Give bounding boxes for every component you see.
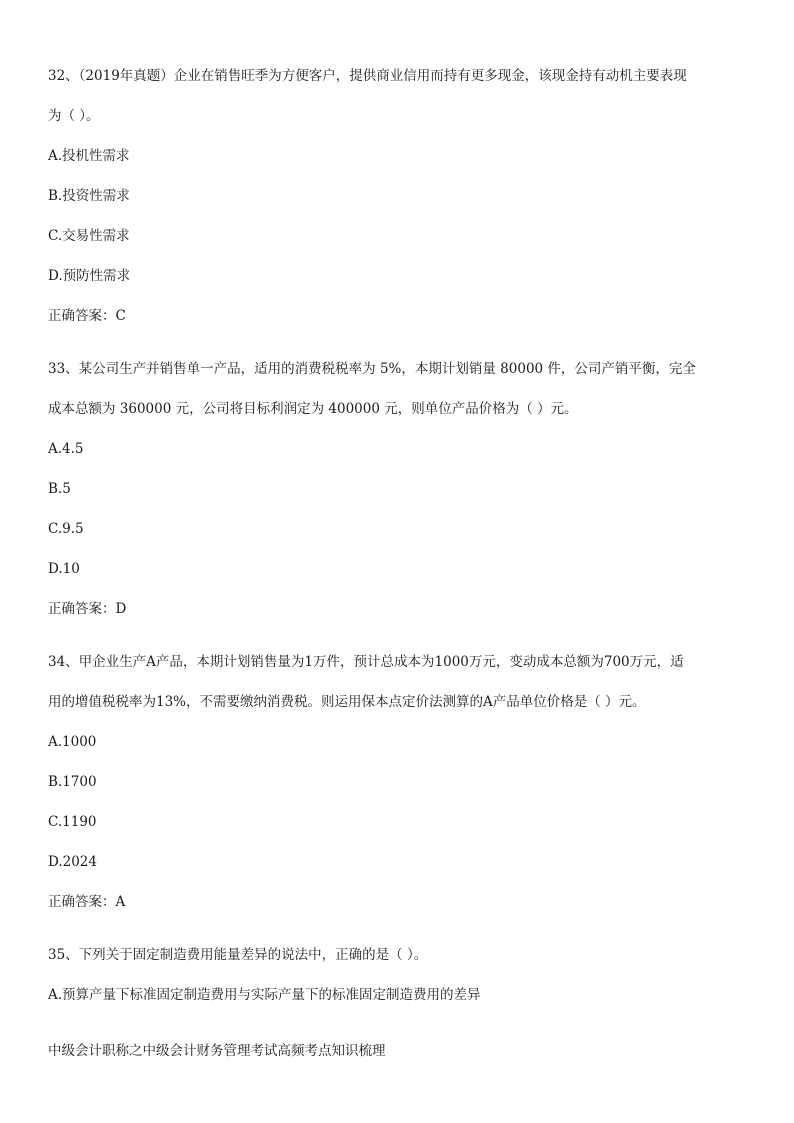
question-34-option-d: D.2024 (48, 854, 97, 870)
question-33-stem-line2: 成本总额为 360000 元，公司将目标利润定为 400000 元，则单位产品价格为（ ）元。 (48, 401, 578, 417)
question-32-stem-line1: 32、（2019年真题）企业在销售旺季为方便客户，提供商业信用而持有更多现金，该现金持有动机主要表现 (48, 68, 687, 84)
question-32-answer: 正确答案：C (48, 308, 126, 324)
question-33-option-d: D.10 (48, 561, 80, 577)
question-35-stem-line1: 35、下列关于固定制造费用能量差异的说法中，正确的是（ ）。 (48, 947, 428, 963)
question-33-stem-line1: 33、某公司生产并销售单一产品，适用的消费税税率为 5%，本期计划销量 80000 件，公司产销平衡，完全 (48, 361, 696, 377)
question-34-option-a: A.1000 (48, 734, 97, 750)
question-34-stem-line1: 34、甲企业生产A产品，本期计划销售量为1万件，预计总成本为1000万元，变动成本总额为700万元，适 (48, 654, 684, 670)
question-33-option-c: C.9.5 (48, 521, 84, 537)
question-34-option-b: B.1700 (48, 774, 97, 790)
question-32-option-b: B.投资性需求 (48, 188, 130, 204)
question-32-stem-line2: 为（ ）。 (48, 108, 100, 124)
question-33-answer: 正确答案：D (48, 601, 127, 617)
question-33-option-a: A.4.5 (48, 441, 84, 457)
question-32-option-d: D.预防性需求 (48, 268, 131, 284)
question-34-option-c: C.1190 (48, 814, 97, 830)
question-32-option-c: C.交易性需求 (48, 228, 130, 244)
page-footer: 中级会计职称之中级会计财务管理考试高频考点知识梳理 (48, 1043, 386, 1059)
question-32-option-a: A.投机性需求 (48, 148, 130, 164)
question-33-option-b: B.5 (48, 481, 71, 497)
question-34-answer: 正确答案：A (48, 894, 126, 910)
question-35-option-a: A.预算产量下标准固定制造费用与实际产量下的标准固定制造费用的差异 (48, 987, 481, 1003)
question-34-stem-line2: 用的增值税税率为13%，不需要缴纳消费税。则运用保本点定价法测算的A产品单位价格是（ ）元。 (48, 694, 646, 710)
